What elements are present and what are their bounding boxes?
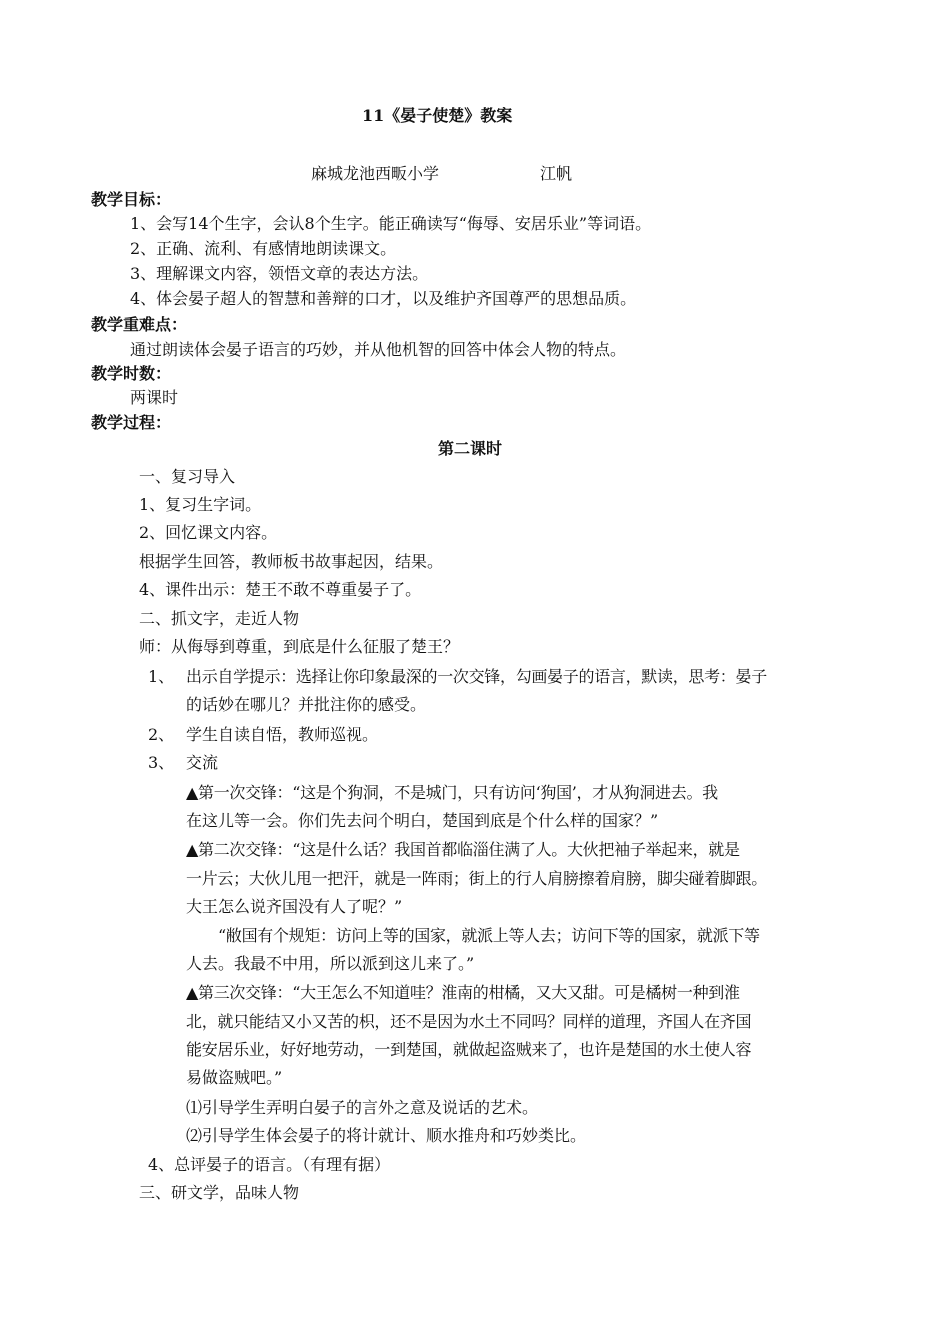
objective-item: 1、会写14个生字，会认8个生字。能正确读写“侮辱、安居乐业”等词语。 — [130, 214, 652, 233]
keypoints-text: 通过朗读体会晏子语言的巧妙，并从他机智的回答中体会人物的特点。 — [130, 340, 627, 359]
objective-item: 4、体会晏子超人的智慧和善辩的口才，以及维护齐国尊严的思想品质。 — [130, 289, 637, 308]
step-item: 根据学生回答，教师板书故事起因，结果。 — [139, 552, 444, 571]
exchange-text: 在这儿等一会。你们先去问个明白，楚国到底是个什么样的国家？” — [186, 811, 659, 830]
page-title: 11《晏子使楚》教案 — [362, 106, 513, 125]
step-text: 交流 — [186, 753, 219, 772]
exchange-text: 人去。我最不中用，所以派到这儿来了。” — [186, 954, 475, 973]
author-name: 江帆 — [540, 164, 573, 183]
author-school: 麻城龙池西畈小学 — [311, 164, 440, 183]
guide-item: ⑴引导学生弄明白晏子的言外之意及说话的艺术。 — [186, 1098, 539, 1117]
keypoints-heading: 教学重难点： — [91, 315, 188, 334]
objective-item: 3、理解课文内容，领悟文章的表达方法。 — [130, 264, 429, 283]
exchange-text: “敝国有个规矩：访问上等的国家，就派上等人去；访问下等的国家，就派下等 — [218, 926, 760, 945]
exchange-text: ▲第二次交锋：“这是什么话？我国首都临淄住满了人。大伙把袖子举起来，就是 — [186, 840, 740, 859]
section-heading: 二、抓文字，走近人物 — [139, 609, 300, 628]
step-number: 2、 — [148, 725, 175, 744]
objective-item: 2、正确、流利、有感情地朗读课文。 — [130, 239, 397, 258]
teacher-question: 师：从侮辱到尊重，到底是什么征服了楚王？ — [139, 637, 460, 656]
guide-item: ⑵引导学生体会晏子的将计就计、顺水推舟和巧妙类比。 — [186, 1126, 587, 1145]
step-text: 学生自读自悟，教师巡视。 — [186, 725, 379, 744]
hours-text: 两课时 — [130, 388, 179, 407]
exchange-text: 一片云；大伙儿甩一把汗，就是一阵雨；街上的行人肩膀擦着肩膀，脚尖碰着脚跟。 — [186, 869, 767, 888]
lesson-title: 第二课时 — [438, 439, 503, 458]
step-text: 的话妙在哪儿？并批注你的感受。 — [186, 695, 427, 714]
exchange-text: 北，就只能结又小又苦的枳，还不是因为水土不同吗？同样的道理，齐国人在齐国 — [186, 1012, 752, 1031]
step-item: 1、复习生字词。 — [139, 495, 262, 514]
step-number: 3、 — [148, 753, 175, 772]
process-heading: 教学过程： — [91, 413, 172, 432]
exchange-text: ▲第三次交锋：“大王怎么不知道哇？淮南的柑橘，又大又甜。可是橘树一种到淮 — [186, 983, 740, 1002]
exchange-text: 大王怎么说齐国没有人了呢？” — [186, 897, 403, 916]
exchange-text: ▲第一次交锋：“这是个狗洞，不是城门，只有访问‘狗国’，才从狗洞进去。我 — [186, 783, 718, 802]
exchange-text: 能安居乐业，好好地劳动，一到楚国，就做起盗贼来了，也许是楚国的水土使人容 — [186, 1040, 752, 1059]
step-item: 2、回忆课文内容。 — [139, 523, 278, 542]
section-heading: 一、复习导入 — [139, 467, 236, 486]
step-item: 4、总评晏子的语言。（有理有据） — [148, 1155, 391, 1174]
step-text: 出示自学提示：选择让你印象最深的一次交锋，勾画晏子的语言，默读，思考：晏子 — [186, 667, 767, 686]
step-item: 4、课件出示：楚王不敢不尊重晏子了。 — [139, 580, 422, 599]
section-heading: 三、研文学，品味人物 — [139, 1183, 300, 1202]
step-number: 1、 — [148, 667, 175, 686]
objectives-heading: 教学目标： — [91, 190, 172, 209]
exchange-text: 易做盗贼吧。” — [186, 1068, 283, 1087]
hours-heading: 教学时数： — [91, 364, 172, 383]
